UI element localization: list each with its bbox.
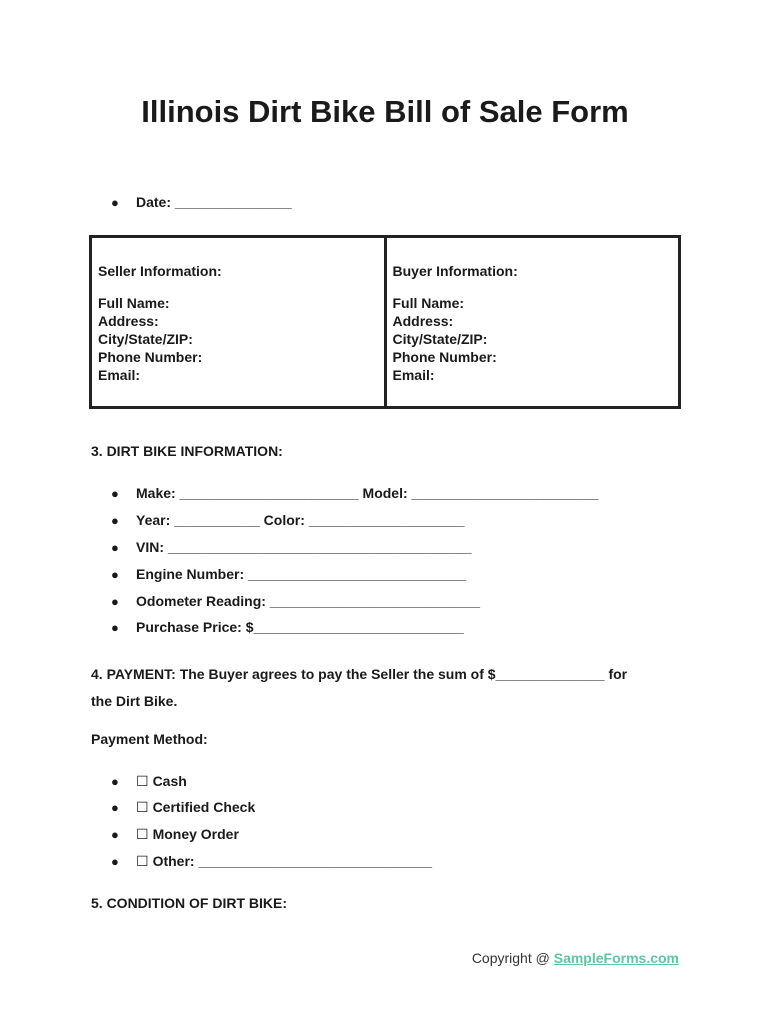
bullet-icon: ● (111, 620, 119, 635)
bullet-icon: ● (111, 594, 119, 609)
payment-option-money-order: Money Order (152, 826, 239, 842)
buyer-address-label: Address: (392, 313, 454, 329)
payment-option (111, 826, 239, 843)
seller-info-column (92, 238, 384, 406)
date-field (111, 194, 292, 210)
seller-phone-label: Phone Number: (98, 349, 203, 365)
engine-number-line: Engine Number: ____________________________ (136, 566, 467, 582)
checkbox-icon[interactable]: ☐ (136, 774, 149, 790)
buyer-phone-label: Phone Number: (392, 349, 497, 365)
bullet-icon: ● (111, 513, 119, 528)
bike-info-item (111, 485, 598, 501)
bullet-icon: ● (111, 854, 119, 869)
bike-info-item (111, 593, 480, 609)
checkbox-icon[interactable]: ☐ (136, 827, 149, 843)
bullet-icon: ● (111, 827, 119, 842)
page-title: Illinois Dirt Bike Bill of Sale Form (141, 94, 629, 129)
payment-text-line-2: the Dirt Bike. (91, 693, 178, 709)
payment-paragraph (91, 661, 681, 715)
payment-text-line-1: 4. PAYMENT: The Buyer agrees to pay the Seller the sum of $______________ for (91, 666, 628, 682)
checkbox-icon[interactable]: ☐ (136, 800, 149, 816)
buyer-info-column (384, 238, 679, 406)
bullet-icon: ● (111, 567, 119, 582)
condition-heading: 5. CONDITION OF DIRT BIKE: (91, 895, 287, 911)
seller-full-name-label: Full Name: (98, 295, 170, 311)
payment-option-certified-check: Certified Check (152, 799, 256, 815)
bike-info-item (111, 566, 466, 582)
payment-option-other: Other: ______________________________ (152, 853, 433, 869)
payment-option (111, 799, 255, 816)
sampleforms-link[interactable]: SampleForms.com (553, 950, 679, 966)
payment-option (111, 773, 187, 790)
checkbox-icon[interactable]: ☐ (136, 854, 149, 870)
bullet-icon: ● (111, 540, 119, 555)
bullet-icon: ● (111, 800, 119, 815)
buyer-info-heading: Buyer Information: (392, 263, 518, 279)
seller-email-label: Email: (98, 367, 141, 383)
bullet-icon: ● (111, 195, 119, 210)
bike-info-item (111, 512, 465, 528)
make-model-line: Make: _______________________ Model: ________________________ (136, 485, 599, 501)
bullet-icon: ● (111, 774, 119, 789)
buyer-email-label: Email: (392, 367, 435, 383)
copyright-prefix: Copyright @ (471, 950, 554, 966)
buyer-city-state-zip-label: City/State/ZIP: (392, 331, 488, 347)
odometer-line: Odometer Reading: ___________________________ (136, 593, 481, 609)
party-info-table (89, 235, 681, 409)
payment-method-heading: Payment Method: (91, 731, 208, 747)
vin-line: VIN: _______________________________________ (136, 539, 472, 555)
payment-option (111, 853, 432, 870)
seller-info-heading: Seller Information: (98, 263, 222, 279)
copyright-footer (472, 950, 679, 966)
payment-option-cash: Cash (152, 773, 187, 789)
seller-city-state-zip-label: City/State/ZIP: (98, 331, 193, 347)
bullet-icon: ● (111, 486, 119, 501)
dirt-bike-info-heading: 3. DIRT BIKE INFORMATION: (91, 443, 283, 459)
date-label: Date: _______________ (136, 194, 292, 210)
bike-info-item (111, 539, 472, 555)
purchase-price-line: Purchase Price: $___________________________ (136, 619, 464, 635)
bike-info-item (111, 619, 464, 635)
year-color-line: Year: ___________ Color: ____________________ (136, 512, 465, 528)
buyer-full-name-label: Full Name: (392, 295, 465, 311)
seller-address-label: Address: (98, 313, 159, 329)
